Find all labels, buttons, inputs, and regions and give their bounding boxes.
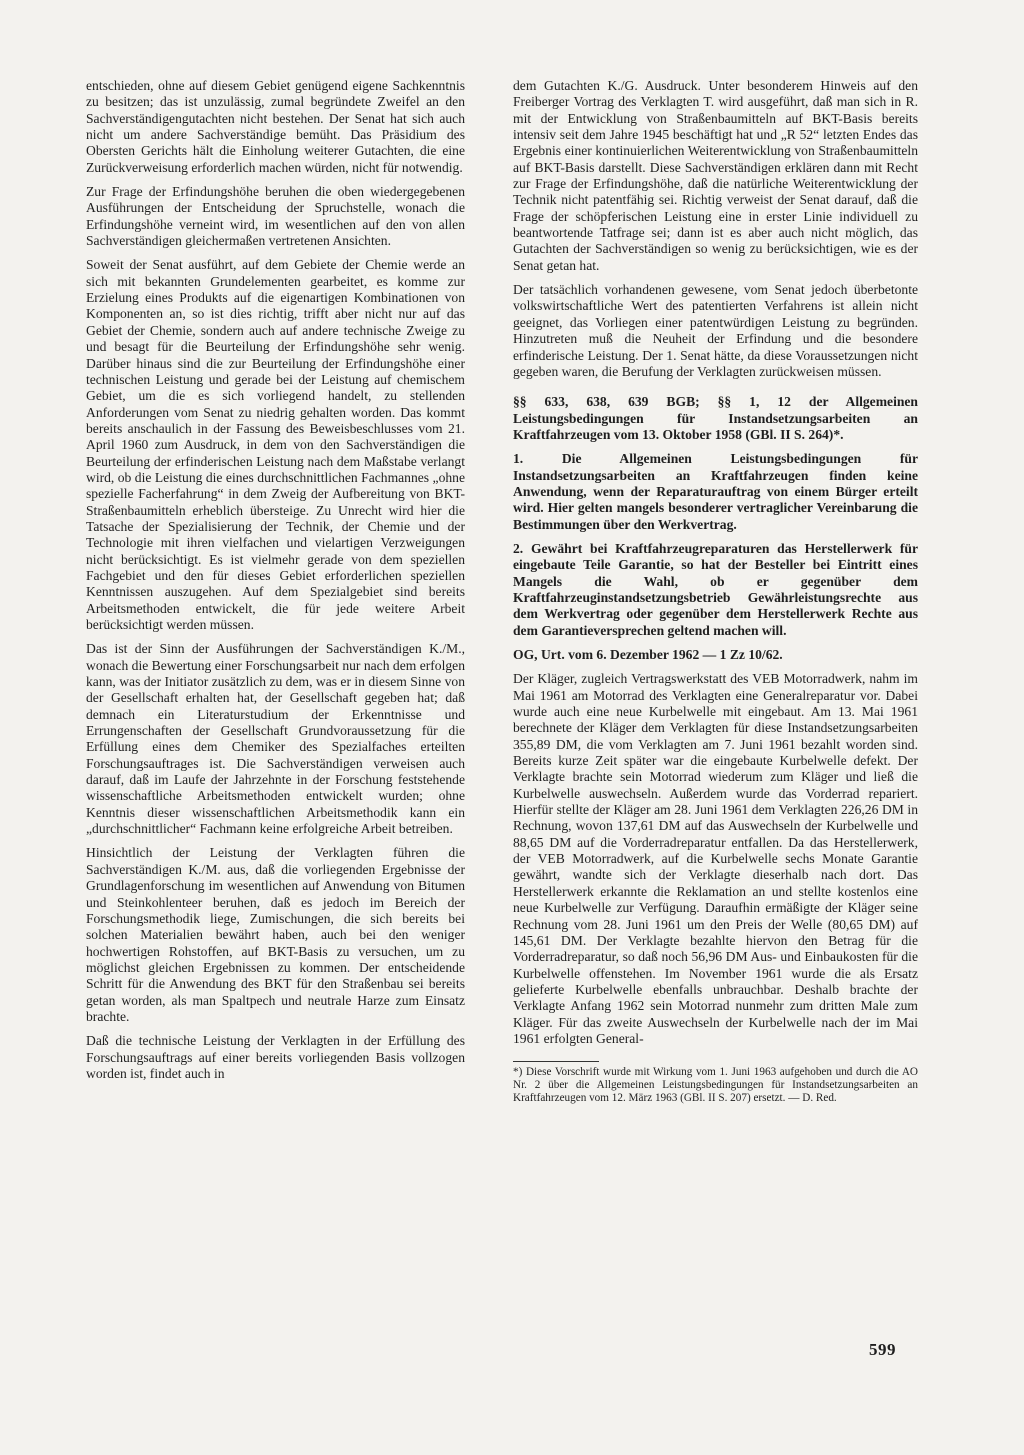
- guiding-principle-1: 1. Die Allgemeinen Leistungsbedingungen für Instandsetzungsarbeiten an Kraftfahrzeugen finden keine Anwendung, wenn der Reparaturauftrag von einem Bürger erteilt wird. Hier gelten mangels besonderer vertraglicher Vereinbarung die Bestimmungen über den Werkvertrag.: [513, 451, 918, 532]
- left-paragraph: Hinsichtlich der Leistung der Verklagten führen die Sachverständigen K./M. aus, daß die vorliegenden Ergebnisse der Grundlagenforschung im wesentlichen auf Anwendung von Bitumen und Steinkohlenteer beruhen, daß es jedoch im Bereich der Forschungsmethodik liege, Zumischungen, die sich bereits bei solchen Materialien bewährt haben, auch bei den weniger hochwertigen Rohstoffen, auf BKT-Basis zu versuchen, um zu möglichst gleichen Ergebnissen zu kommen. Der entscheidende Schritt für die Anwendung des BKT für den Straßenbau sei bereits getan worden, als man Spaltpech und neutrale Harze zum Einsatz brachte.: [86, 845, 465, 1024]
- page-number: 599: [869, 1340, 896, 1359]
- right-column: [513, 78, 918, 1113]
- decision-heading: §§ 633, 638, 639 BGB; §§ 1, 12 der Allgemeinen Leistungsbedingungen für Instandsetzungsarbeiten an Kraftfahrzeugen vom 13. Oktober 1958 (GBl. II S. 264)*.: [513, 394, 918, 442]
- left-paragraph: entschieden, ohne auf diesem Gebiet genügend eigene Sachkenntnis zu besitzen; das ist unzulässig, zumal begründete Zweifel an den Sachverständigengutachten nicht bestehen. Der Senat hat sich auch nicht um andere Sachverständige bemüht. Das Präsidium des Obersten Gerichts hält die Einholung weiterer Gutachten, die eine Zurückverweisung erforderlich machen würden, nicht für notwendig.: [86, 78, 465, 175]
- guiding-principle-2: 2. Gewährt bei Kraftfahrzeugreparaturen das Herstellerwerk für eingebaute Teile Garantie, so hat der Besteller bei Eintritt eines Mangels die Wahl, ob er gegenüber dem Kraftfahrzeuginstandsetzungsbetrieb Gewährleistungsrechte aus dem Werkvertrag oder gegenüber dem Herstellerwerk Rechte aus dem Garantieversprechen geltend machen will.: [513, 540, 918, 638]
- left-paragraph: Das ist der Sinn der Ausführungen der Sachverständigen K./M., wonach die Bewertung einer Forschungsarbeit nur nach dem erfolgen kann, was der Initiator zusätzlich zu dem, was er in diesem Sinne von der Gesellschaft erhalten hat, der Gesellschaft gegeben hat; daß demnach ein Literaturstudium der Erkenntnisse und Errungenschaften der Gesellschaft Grundvoraussetzung für die Erfüllung eines dem Chemiker des Spezialfaches erteilten Forschungsauftrages ist. Die Sachverständigen verweisen auch darauf, daß im Laufe der Jahrzehnte in der Forschung feststehende wissenschaftliche Arbeitsmethoden entwickelt wurden; ohne Kenntnis dieser wissenschaftlichen Arbeitsmethodik kann ein „durchschnittlicher“ Fachmann keine erfolgreiche Arbeit betreiben.: [86, 641, 466, 837]
- right-paragraph: Der tatsächlich vorhandenen gewesene, vom Senat jedoch überbetonte volkswirtschaftliche Wert des patentierten Verfahrens ist allein nicht geeignet, das Vorliegen einer patentwürdigen Leistung zu begründen. Hinzutreten muß die Neuheit der Erfindung und die besondere erfinderische Leistung. Der 1. Senat hätte, da diese Voraussetzungen nicht gegeben waren, die Berufung der Verklagten zurückweisen müssen.: [513, 282, 918, 379]
- left-column: [86, 78, 465, 1090]
- footnote-divider: [513, 1061, 599, 1062]
- facts-paragraph: Der Kläger, zugleich Vertragswerkstatt des VEB Motorradwerk, nahm im Mai 1961 am Motorrad des Verklagten eine Generalreparatur vor. Dabei wurde auch eine neue Kurbelwelle mit eingebaut. Am 13. Mai 1961 berechnete der Kläger dem Verklagten für diese Instandsetzungsarbeiten 355,89 DM, die vom Verklagten am 7. Juni 1961 bezahlt worden sind. Bereits kurze Zeit später war die eingebaute Kurbelwelle defekt. Der Verklagte brachte sein Motorrad wiederum zum Kläger und ließ die Kurbelwelle auswechseln. Außerdem wurde das Vorderrad repariert. Hierfür stellte der Kläger am 28. Juni 1961 dem Verklagten 226,26 DM in Rechnung, wovon 137,61 DM auf das Auswechseln der Kurbelwelle und 88,65 DM auf die Vorderradreparatur entfallen. Da das Herstellerwerk, der VEB Motorradwerk, auf die Kurbelwelle sechs Monate Garantie gewährt, wandte sich der Verklagte dieserhalb nach dort. Das Herstellerwerk erkannte die Reklamation an und stellte kostenlos eine neue Kurbelwelle zur Verfügung. Daraufhin ermäßigte der Kläger seine Rechnung vom 28. Juni 1961 um den Preis der Welle (80,65 DM) auf 145,61 DM. Der Verklagte bezahlte hiervon den Betrag für die Vorderradreparatur, so daß noch 56,96 DM Aus- und Einbaukosten für die Kurbelwelle offenstehen. Im November 1961 wurde die als Ersatz gelieferte Kurbelwelle ebenfalls unbrauchbar. Deshalb brachte der Verklagte Anfang 1962 sein Motorrad nunmehr zum dritten Male zum Kläger. Für das zweite Auswechseln der Kurbelwelle nach der im Mai 1961 erfolgten General-: [513, 671, 918, 1046]
- court-citation: OG, Urt. vom 6. Dezember 1962 — 1 Zz 10/62.: [513, 647, 783, 662]
- right-paragraph: dem Gutachten K./G. Ausdruck. Unter besonderem Hinweis auf den Freiberger Vortrag des Verklagten T. wird ausgeführt, daß man sich in R. mit der Entwicklung von Straßenbaumitteln auf BKT-Basis bereits intensiv seit dem Jahre 1945 beschäftigt hat und „R 52“ letzten Endes das Ergebnis einer kontinuierlichen Weiterentwicklung von Straßenbaumitteln auf BKT-Basis darstellt. Diese Sachverständigen erklären dann mit Recht zur Frage der Erfindungshöhe, daß die natürliche Weiterentwicklung der Technik nicht patentfähig sei. Richtig verweist der Senat darauf, daß die Frage der schöpferischen Leistung eine in erster Linie individuell zu beantwortende Tatfrage sei; dann ist es aber auch nicht möglich, das Gutachten der Sachverständigen so wenig zu berücksichtigen, wie es der Senat getan hat.: [513, 78, 918, 273]
- left-paragraph: Soweit der Senat ausführt, auf dem Gebiete der Chemie werde an sich mit bekannten Grundelementen gearbeitet, es komme zur Erzielung eines Produkts auf die eigenartigen Kombinationen von Komponenten an, so ist dies richtig, trifft aber nicht nur auf das Gebiet der Chemie, sondern auch auf andere technische Zweige zu und besagt für die Beurteilung der Erfindungshöhe sehr wenig. Darüber hinaus sind die zur Beurteilung der Erfindungshöhe einer technischen Leistung und gerade bei der Leistung auf chemischem Gebiet, um die es sich vorliegend handelt, zu stellenden Anforderungen vom Senat zu niedrig gehalten worden. Das kommt bereits anschaulich in der Fassung des Beweisbeschlusses vom 21. April 1960 zum Ausdruck, in dem von den Sachverständigen die Beurteilung der erfinderischen Leistung nach dem Maßstabe verlangt wird, ob die Leistung die eines durchschnittlichen Fachmannes „ohne spezielle Facherfahrung“ in dem Zweig der Aufbereitung von BKT-Straßenbaumitteln erheblich übersteige. Zu Unrecht wird hier die Tatsache der Spezialisierung der Technik, der Chemie und der Technologie mit ihren vielfachen und vielartigen Verzweigungen nicht berücksichtigt. Es ist vielmehr gerade von dem speziellen Fachgebiet und den für dieses Gebiet erforderlichen speziellen Kenntnissen auszugehen. Auf dem Spezialgebiet sind bereits Arbeitsmethoden entwickelt, die für jede weitere Arbeit berücksichtigt werden müssen.: [86, 257, 465, 632]
- left-paragraph: Daß die technische Leistung der Verklagten in der Erfüllung des Forschungsauftrags auf einer bereits vorliegenden Basis vollzogen worden ist, findet auch in: [86, 1033, 465, 1081]
- left-paragraph: Zur Frage der Erfindungshöhe beruhen die oben wiedergegebenen Ausführungen der Entscheidung der Spruchstelle, wonach die Erfindungshöhe verneint wird, im wesentlichen auf den von allen Sachverständigen gleichermaßen vertretenen Ansichten.: [86, 184, 465, 249]
- footnote: *) Diese Vorschrift wurde mit Wirkung vom 1. Juni 1963 aufgehoben und durch die AO Nr. 2 über die Allgemeinen Leistungsbedingungen für Instandsetzungsarbeiten an Kraftfahrzeugen vom 12. März 1963 (GBl. II S. 207) ersetzt. — D. Red.: [513, 1066, 918, 1105]
